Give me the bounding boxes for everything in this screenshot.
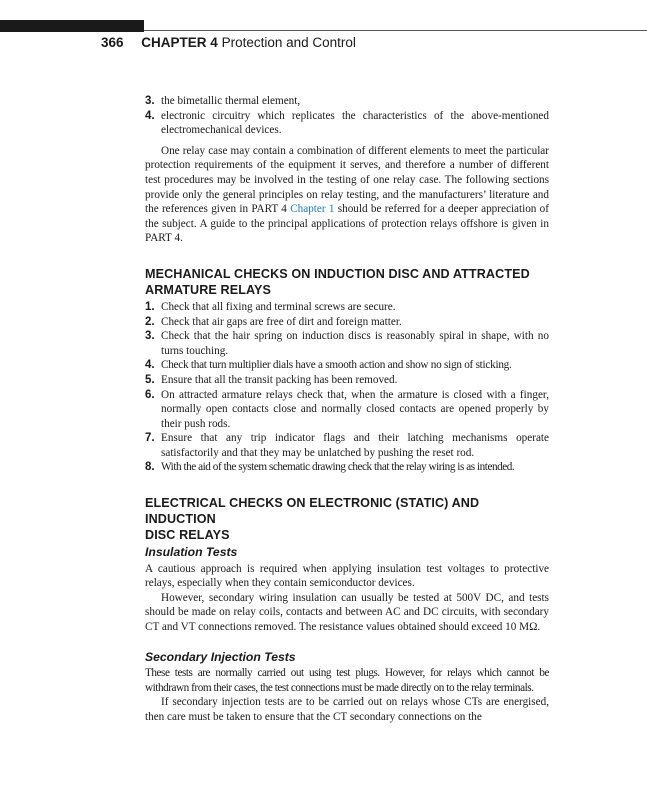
mechanical-checks-heading: MECHANICAL CHECKS ON INDUCTION DISC AND ATTRACTED ARMATURE RELAYS (145, 266, 530, 297)
header-rule (144, 30, 647, 31)
list-item: 2. Check that air gaps are free of dirt and foreign matter. (145, 315, 402, 328)
page-body (145, 94, 549, 724)
list-item: 3. Check that the hair spring on induction discs is reasonably spiral in shape, with no turns touching. (145, 330, 549, 357)
secondary-paragraph-2: If secondary injection tests are to be carried out on relays whose CTs are energised, then care must be taken to ensure that the CT secondary connections on the (145, 696, 549, 723)
list-item: 6. On attracted armature relays check that, when the armature is closed with a finger, normally open contacts close and normally closed contacts are opened properly by their push rods. (145, 388, 549, 430)
insulation-tests-heading: Insulation Tests (145, 545, 238, 560)
list-item-text: the bimetallic thermal element, (161, 95, 301, 107)
intro-paragraph: One relay case may contain a combination of different elements to meet the particular protection requirements of the equipment it serves, and therefore a number of different test procedures may be involved in the testing of one relay case. The following sections provide only the general principles on relay testing, and the manufacturers’ literature and the references given in PART 4 Chapter 1 should be referred for a deeper appreciation of the subject. A guide to the principal applications of protection relays offshore is given in PART 4. (145, 144, 549, 245)
list-item: 4. electronic circuitry which replicates the characteristics of the above-mentioned electromechanical devices. (145, 109, 549, 137)
intro-list (145, 94, 549, 138)
list-item: 5. Ensure that all the transit packing has been removed. (145, 373, 398, 386)
page-header (101, 35, 356, 50)
list-item: 7. Ensure that any trip indicator flags and their latching mechanisms operate satisfactorily and that they may be unlatched by pushing the reset rod. (145, 432, 549, 459)
secondary-injection-heading: Secondary Injection Tests (145, 649, 296, 664)
list-item: 4. Check that turn multiplier dials have a smooth action and show no sign of sticking. (145, 359, 512, 372)
secondary-paragraph-1: These tests are normally carried out using test plugs. However, for relays which cannot be withdrawn from their cases, the test connections must be made directly on to the relay terminals. (145, 667, 549, 694)
list-item: 8. With the aid of the system schematic drawing check that the relay wiring is as intended. (145, 461, 515, 474)
header-bar (0, 20, 144, 32)
insulation-paragraph-1: A cautious approach is required when applying insulation test voltages to protective relays, especially when they contain semiconductor devices. (145, 562, 549, 590)
list-item: 3. the bimetallic thermal element, (145, 95, 301, 107)
insulation-paragraph-2: However, secondary wiring insulation can usually be tested at 500V DC, and tests should be made on relay coils, contacts and between AC and DC circuits, with secondary CT and VT connections removed. The resistance values obtained should exceed 10 MΩ. (145, 591, 549, 633)
list-item-text: electronic circuitry which replicates the characteristics of the above-mentioned electromechanical devices. (161, 109, 549, 137)
electrical-checks-heading: ELECTRICAL CHECKS ON ELECTRONIC (STATIC) AND INDUCTION DISC RELAYS (145, 496, 480, 543)
chapter-label: CHAPTER 4 (141, 35, 218, 50)
mechanical-checks-list (145, 300, 549, 475)
chapter-link[interactable]: Chapter 1 (290, 203, 335, 216)
list-item: 1. Check that all fixing and terminal screws are secure. (145, 300, 396, 313)
chapter-title: Protection and Control (221, 35, 356, 50)
page-number: 366 (101, 35, 124, 50)
